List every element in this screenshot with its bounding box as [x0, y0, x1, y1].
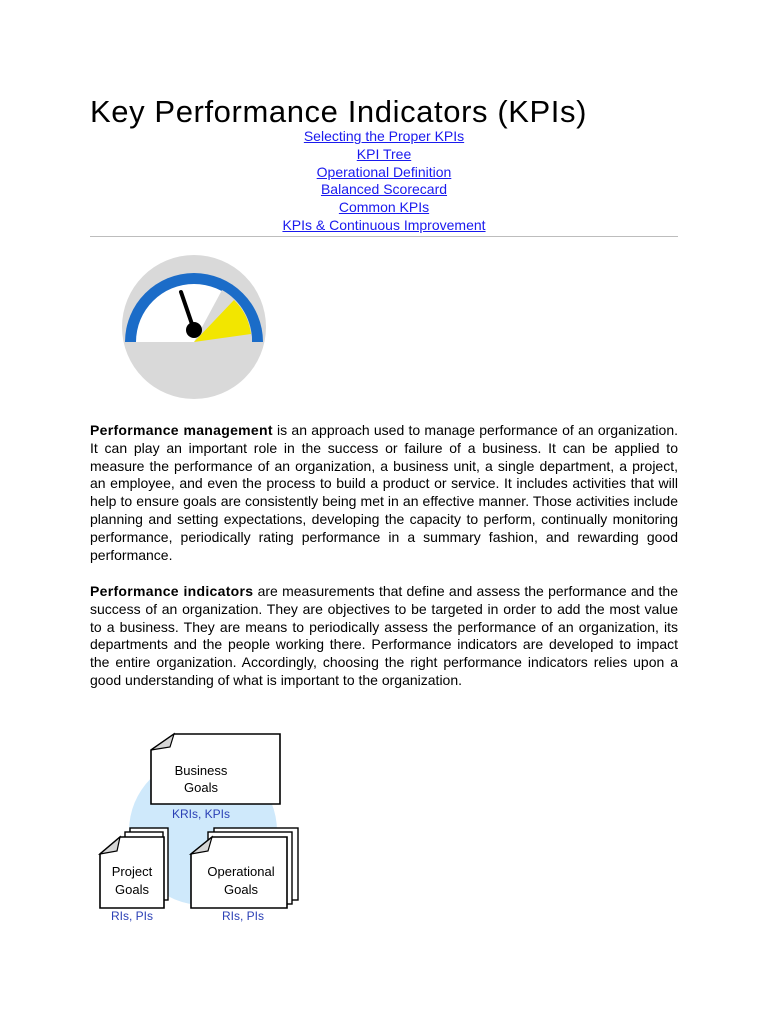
toc-link-kpi-tree[interactable]: KPI Tree: [356, 145, 412, 162]
project-goals-label-line2: Goals: [115, 882, 149, 897]
project-goals-label-line1: Project: [111, 864, 153, 879]
project-metrics-label: RIs, PIs: [110, 909, 154, 923]
operational-goals-label-line2: Goals: [224, 882, 258, 897]
project-goals-card: [100, 828, 168, 908]
horizontal-divider: [90, 236, 678, 237]
paragraph-text: is an approach used to manage performance of an organization. It can play an important role in the success or failure of a business. It can be applied to measure the performance of an organization, a business unit, a single department, a project, an employee, and even the process to build a product or service. It includes activities that will help to ensure goals are consistently being met in an effective manner. Those activities include planning and setting expectations, developing the capacity to perform, continually monitoring performance, periodically rating performance in a summary fashion, and rewarding good performance.: [90, 422, 678, 563]
business-goals-label-line1: Business: [174, 763, 228, 778]
toc-link-operational-definition[interactable]: Operational Definition: [316, 163, 452, 180]
table-of-contents: [90, 128, 678, 235]
speedometer-gauge-icon: [120, 253, 268, 401]
gauge-pivot: [186, 322, 202, 338]
toc-link-selecting-kpis[interactable]: Selecting the Proper KPIs: [303, 128, 465, 144]
operational-goals-card: [191, 828, 298, 908]
operational-metrics-label: RIs, PIs: [221, 909, 265, 923]
goals-diagram: [90, 728, 320, 928]
page-title: Key Performance Indicators (KPIs): [90, 94, 588, 129]
term-performance-indicators: Performance indicators: [90, 583, 254, 599]
business-goals-label-line2: Goals: [184, 780, 218, 795]
toc-link-common-kpis[interactable]: Common KPIs: [338, 199, 430, 216]
operational-goals-label-line1: Operational: [207, 864, 275, 879]
business-goals-card: [151, 734, 280, 804]
term-performance-management: Performance management: [90, 422, 273, 438]
paragraph-performance-management: [90, 422, 678, 564]
paragraph-text: are measurements that define and assess the performance and the success of an organization. They are objectives to be targeted in order to add the most value to a business. They are means to periodically assess the performance of an organization, its departments and the people working there. Performance indicators are developed to impact the entire organization. Accordingly, choosing the right performance indicators relies upon a good understanding of what is important to the organization.: [90, 583, 678, 688]
toc-link-balanced-scorecard[interactable]: Balanced Scorecard: [320, 181, 448, 198]
toc-link-kpis-continuous-improvement[interactable]: KPIs & Continuous Improvement: [282, 216, 486, 233]
paragraph-performance-indicators: [90, 583, 678, 690]
folded-corner-icon: [100, 837, 120, 854]
business-metrics-label: KRIs, KPIs: [171, 807, 231, 821]
